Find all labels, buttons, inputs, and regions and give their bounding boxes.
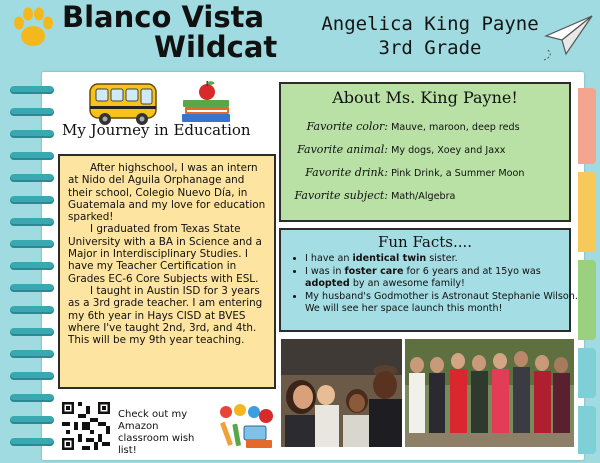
spiral-ring bbox=[10, 438, 54, 446]
journey-paragraph: I taught in Austin ISD for 3 years as a 3rd grade teacher. I am entering my 6th year in Hays CISD at BVES where I've taught 2nd, 3rd, and 4th. This will be my 9th year teaching. bbox=[68, 284, 263, 347]
divider-tab-blue-2 bbox=[578, 406, 596, 454]
favorite-value: My dogs, Xoey and Jaxx bbox=[391, 145, 506, 156]
favorite-label: Favorite color: bbox=[306, 120, 388, 133]
divider-tab-yellow bbox=[578, 172, 596, 252]
favorite-value: Math/Algebra bbox=[391, 191, 456, 202]
books-apple-icon bbox=[178, 80, 234, 126]
school-title bbox=[62, 2, 277, 62]
spiral-ring bbox=[10, 394, 54, 402]
list-item bbox=[305, 253, 583, 265]
about-title: About Ms. King Payne! bbox=[332, 88, 518, 107]
fun-facts-box bbox=[279, 228, 578, 332]
teacher-title bbox=[300, 12, 560, 60]
favorite-row bbox=[281, 166, 569, 179]
fact-highlight: adopted bbox=[305, 278, 350, 289]
journey-text-box bbox=[58, 154, 276, 389]
divider-tab-coral bbox=[578, 88, 596, 164]
favorite-value: Pink Drink, a Summer Moon bbox=[391, 168, 525, 179]
fact-text: I have an bbox=[305, 253, 353, 264]
fact-text: for 6 years and at 15yo was bbox=[403, 266, 541, 277]
spiral-ring bbox=[10, 284, 54, 292]
fun-facts-title: Fun Facts.... bbox=[377, 233, 473, 251]
teacher-name: Angelica King Payne bbox=[321, 13, 539, 35]
spiral-ring bbox=[10, 372, 54, 380]
favorite-row bbox=[281, 120, 569, 133]
grade-label: 3rd Grade bbox=[378, 37, 482, 59]
about-box bbox=[279, 82, 571, 222]
spiral-ring bbox=[10, 108, 54, 116]
divider-tab-blue bbox=[578, 348, 596, 398]
fact-highlight: identical twin bbox=[352, 253, 427, 264]
school-name-line2: Wildcat bbox=[154, 30, 278, 64]
journey-paragraph: I graduated from Texas State University with a BA in Science and a Major in Interdisciplinary Studies. I have my Teacher Certification in Grades EC-6 Core Subjects with ESL. bbox=[68, 223, 262, 285]
spiral-ring bbox=[10, 328, 54, 336]
family-photo bbox=[281, 339, 402, 447]
favorite-label: Favorite animal: bbox=[297, 143, 388, 156]
fact-highlight: foster care bbox=[344, 266, 404, 277]
fact-text: sister. bbox=[426, 253, 458, 264]
school-name-line1: Blanco Vista bbox=[62, 0, 265, 34]
favorite-label: Favorite subject: bbox=[294, 189, 388, 202]
school-supplies-icon bbox=[218, 404, 276, 450]
favorite-row bbox=[281, 143, 569, 156]
favorite-row bbox=[281, 189, 569, 202]
spiral-ring bbox=[10, 306, 54, 314]
journey-title: My Journey in Education bbox=[62, 121, 251, 139]
spiral-ring bbox=[10, 196, 54, 204]
paw-print-icon bbox=[10, 6, 56, 50]
journey-paragraph: After highschool, I was an intern at Nido del Aguila Orphanage and their school, Colegio Nuevo Día, in Guatemala and my love for education sparked! bbox=[68, 162, 266, 224]
spiral-ring bbox=[10, 174, 54, 182]
wishlist-text: Check out my Amazon classroom wish list! bbox=[118, 409, 195, 456]
spiral-ring bbox=[10, 152, 54, 160]
fun-facts-list bbox=[287, 253, 583, 316]
spiral-ring bbox=[10, 240, 54, 248]
list-item bbox=[305, 291, 583, 315]
fact-text: My husband's Godmother is Astronaut Stephanie Wilson. We will see her space launch this month! bbox=[305, 291, 578, 314]
favorite-label: Favorite drink: bbox=[305, 166, 388, 179]
spiral-ring bbox=[10, 262, 54, 270]
favorite-value: Mauve, maroon, deep reds bbox=[391, 122, 520, 133]
group-photo bbox=[405, 339, 574, 447]
spiral-ring bbox=[10, 350, 54, 358]
fact-text: by an awesome family! bbox=[349, 278, 465, 289]
paper-airplane-icon bbox=[540, 10, 595, 62]
spiral-ring bbox=[10, 218, 54, 226]
fact-text: I was in bbox=[305, 266, 345, 277]
spiral-ring bbox=[10, 130, 54, 138]
list-item bbox=[305, 266, 583, 290]
spiral-ring bbox=[10, 86, 54, 94]
qr-code-image[interactable] bbox=[62, 402, 110, 450]
spiral-ring bbox=[10, 416, 54, 424]
